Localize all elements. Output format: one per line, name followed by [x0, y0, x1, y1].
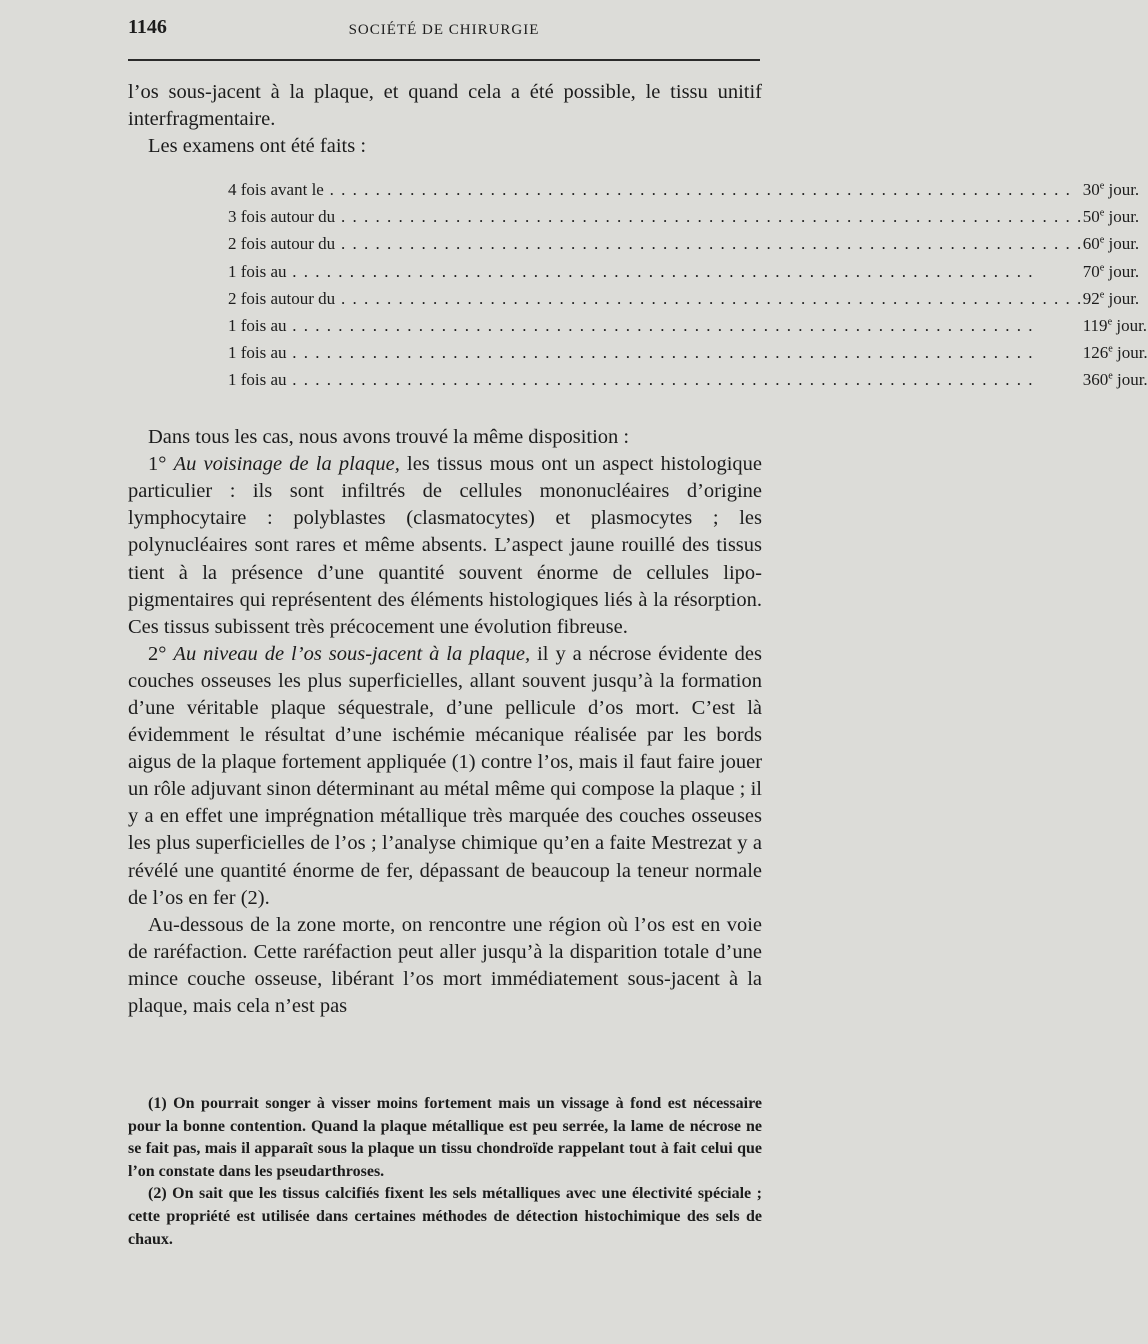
exam-day: 360e jour. — [1082, 369, 1148, 389]
page-number: 1146 — [128, 16, 167, 38]
page-header — [128, 14, 760, 44]
exam-frequency: 2 fois autour du . . . — [228, 285, 1083, 312]
exams-table — [228, 176, 1148, 393]
item-number: 2° — [148, 642, 167, 665]
exam-day: 50e jour. — [1082, 207, 1140, 227]
exam-frequency: 1 fois au . . . — [228, 366, 1083, 393]
exam-row — [228, 312, 1148, 339]
item-number: 1° — [148, 453, 167, 476]
exam-row — [228, 230, 1148, 257]
item-heading: Au niveau de l’os sous-jacent à la plaque, — [173, 642, 531, 665]
exam-day: 70e jour. — [1082, 261, 1140, 281]
item-heading: Au voisinage de la plaque, — [173, 453, 400, 476]
exam-row — [228, 176, 1148, 203]
body-text — [128, 79, 1148, 1020]
header-rule — [128, 59, 760, 61]
exam-frequency: 2 fois autour du . . . — [228, 230, 1083, 257]
exam-frequency: 4 fois avant le . . . — [228, 176, 1083, 203]
footnote-2: (2) On sait que les tissus calcifiés fixent les sels métalliques avec une électivité spéciale ; cette propriété est utilisée dans certaines méthodes de détection histochimique des sels de chaux. — [128, 1185, 762, 1248]
exam-row — [228, 339, 1148, 366]
exam-day: 92e jour. — [1082, 288, 1140, 308]
paragraph-disposition: Dans tous les cas, nous avons trouvé la même disposition : — [148, 426, 630, 449]
exam-row — [228, 203, 1148, 230]
exam-frequency: 1 fois au . . . — [228, 258, 1083, 285]
exam-row — [228, 285, 1148, 312]
exam-day: 126e jour. — [1082, 342, 1148, 362]
paragraph-niveau — [128, 641, 762, 912]
paragraph-continuation: l’os sous-jacent à la plaque, et quand cela a été possible, le tissu unitif interfragmentaire. — [128, 81, 762, 131]
paragraph-rarefaction: Au-dessous de la zone morte, on rencontre une région où l’os est en voie de raréfaction. Cette raréfaction peut aller jusqu’à la disparition totale d’une mince couche osseuse, libérant l’os mort immédiatement sous-jacent à la plaque, mais cela n’est pas — [128, 913, 762, 1017]
exam-day: 30e jour. — [1082, 180, 1140, 200]
paragraph-voisinage — [128, 451, 762, 641]
exam-row — [228, 258, 1148, 285]
footnote-ref-2: (2). — [240, 886, 270, 909]
footnotes — [128, 1093, 762, 1251]
exam-day: 60e jour. — [1082, 234, 1140, 254]
item-text: il y a nécrose évidente des couches osseuses les plus superficielles, allant souvent jusqu’à la formation d’une véritable plaque séquestrale, d’une pellicule d’os mort. C’est là évidemment le résultat d’une ischémie mécanique réalisée par les bords aigus de la plaque fortement appliquée — [128, 642, 763, 774]
footnote-ref-1: (1) — [451, 751, 476, 774]
running-title: SOCIÉTÉ DE CHIRURGIE — [348, 22, 540, 38]
item-text: les tissus mous ont un aspect histologique particulier : ils sont infiltrés de cellules mononucléaires d’origine lymphocytaire : polyblastes (clasmatocytes) et plasmocytes ; les polynucléaires sont rares et même absents. L’aspect jaune rouillé des tissus tient à la présence d’une quantité souvent énorme de cellules lipo-pigmentaires qui représentent des éléments histologiques liés à la résorption. Ces tissus subissent très précocement une évolution fibreuse. — [128, 453, 763, 638]
paragraph-exams-intro: Les examens ont été faits : — [148, 135, 367, 158]
exam-frequency: 1 fois au . . . — [228, 312, 1083, 339]
footnote-1: (1) On pourrait songer à visser moins fortement mais un vissage à fond est nécessaire pour la bonne contention. Quand la plaque métallique est peu serrée, la lame de nécrose ne se fait pas, mais il apparaît sous la plaque un tissu chondroïde rappelant tout à fait celui que l’on constate dans les pseudarthroses. — [128, 1095, 762, 1180]
exam-frequency: 1 fois au . . . — [228, 339, 1083, 366]
exam-row — [228, 366, 1148, 393]
item-text: contre l’os, mais il faut faire jouer un rôle adjuvant sinon déterminant au métal même qui compose la plaque ; il y a en effet une imprégnation métallique très marquée des couches osseuses les plus superficielles de l’os ; l’analyse chimique qu’en a faite Mestrezat y a révélé une quantité énorme de fer, dépassant de beaucoup la teneur normale de l’os en fer — [128, 751, 763, 909]
exam-frequency: 3 fois autour du . . . — [228, 203, 1083, 230]
exam-day: 119e jour. — [1082, 315, 1148, 335]
